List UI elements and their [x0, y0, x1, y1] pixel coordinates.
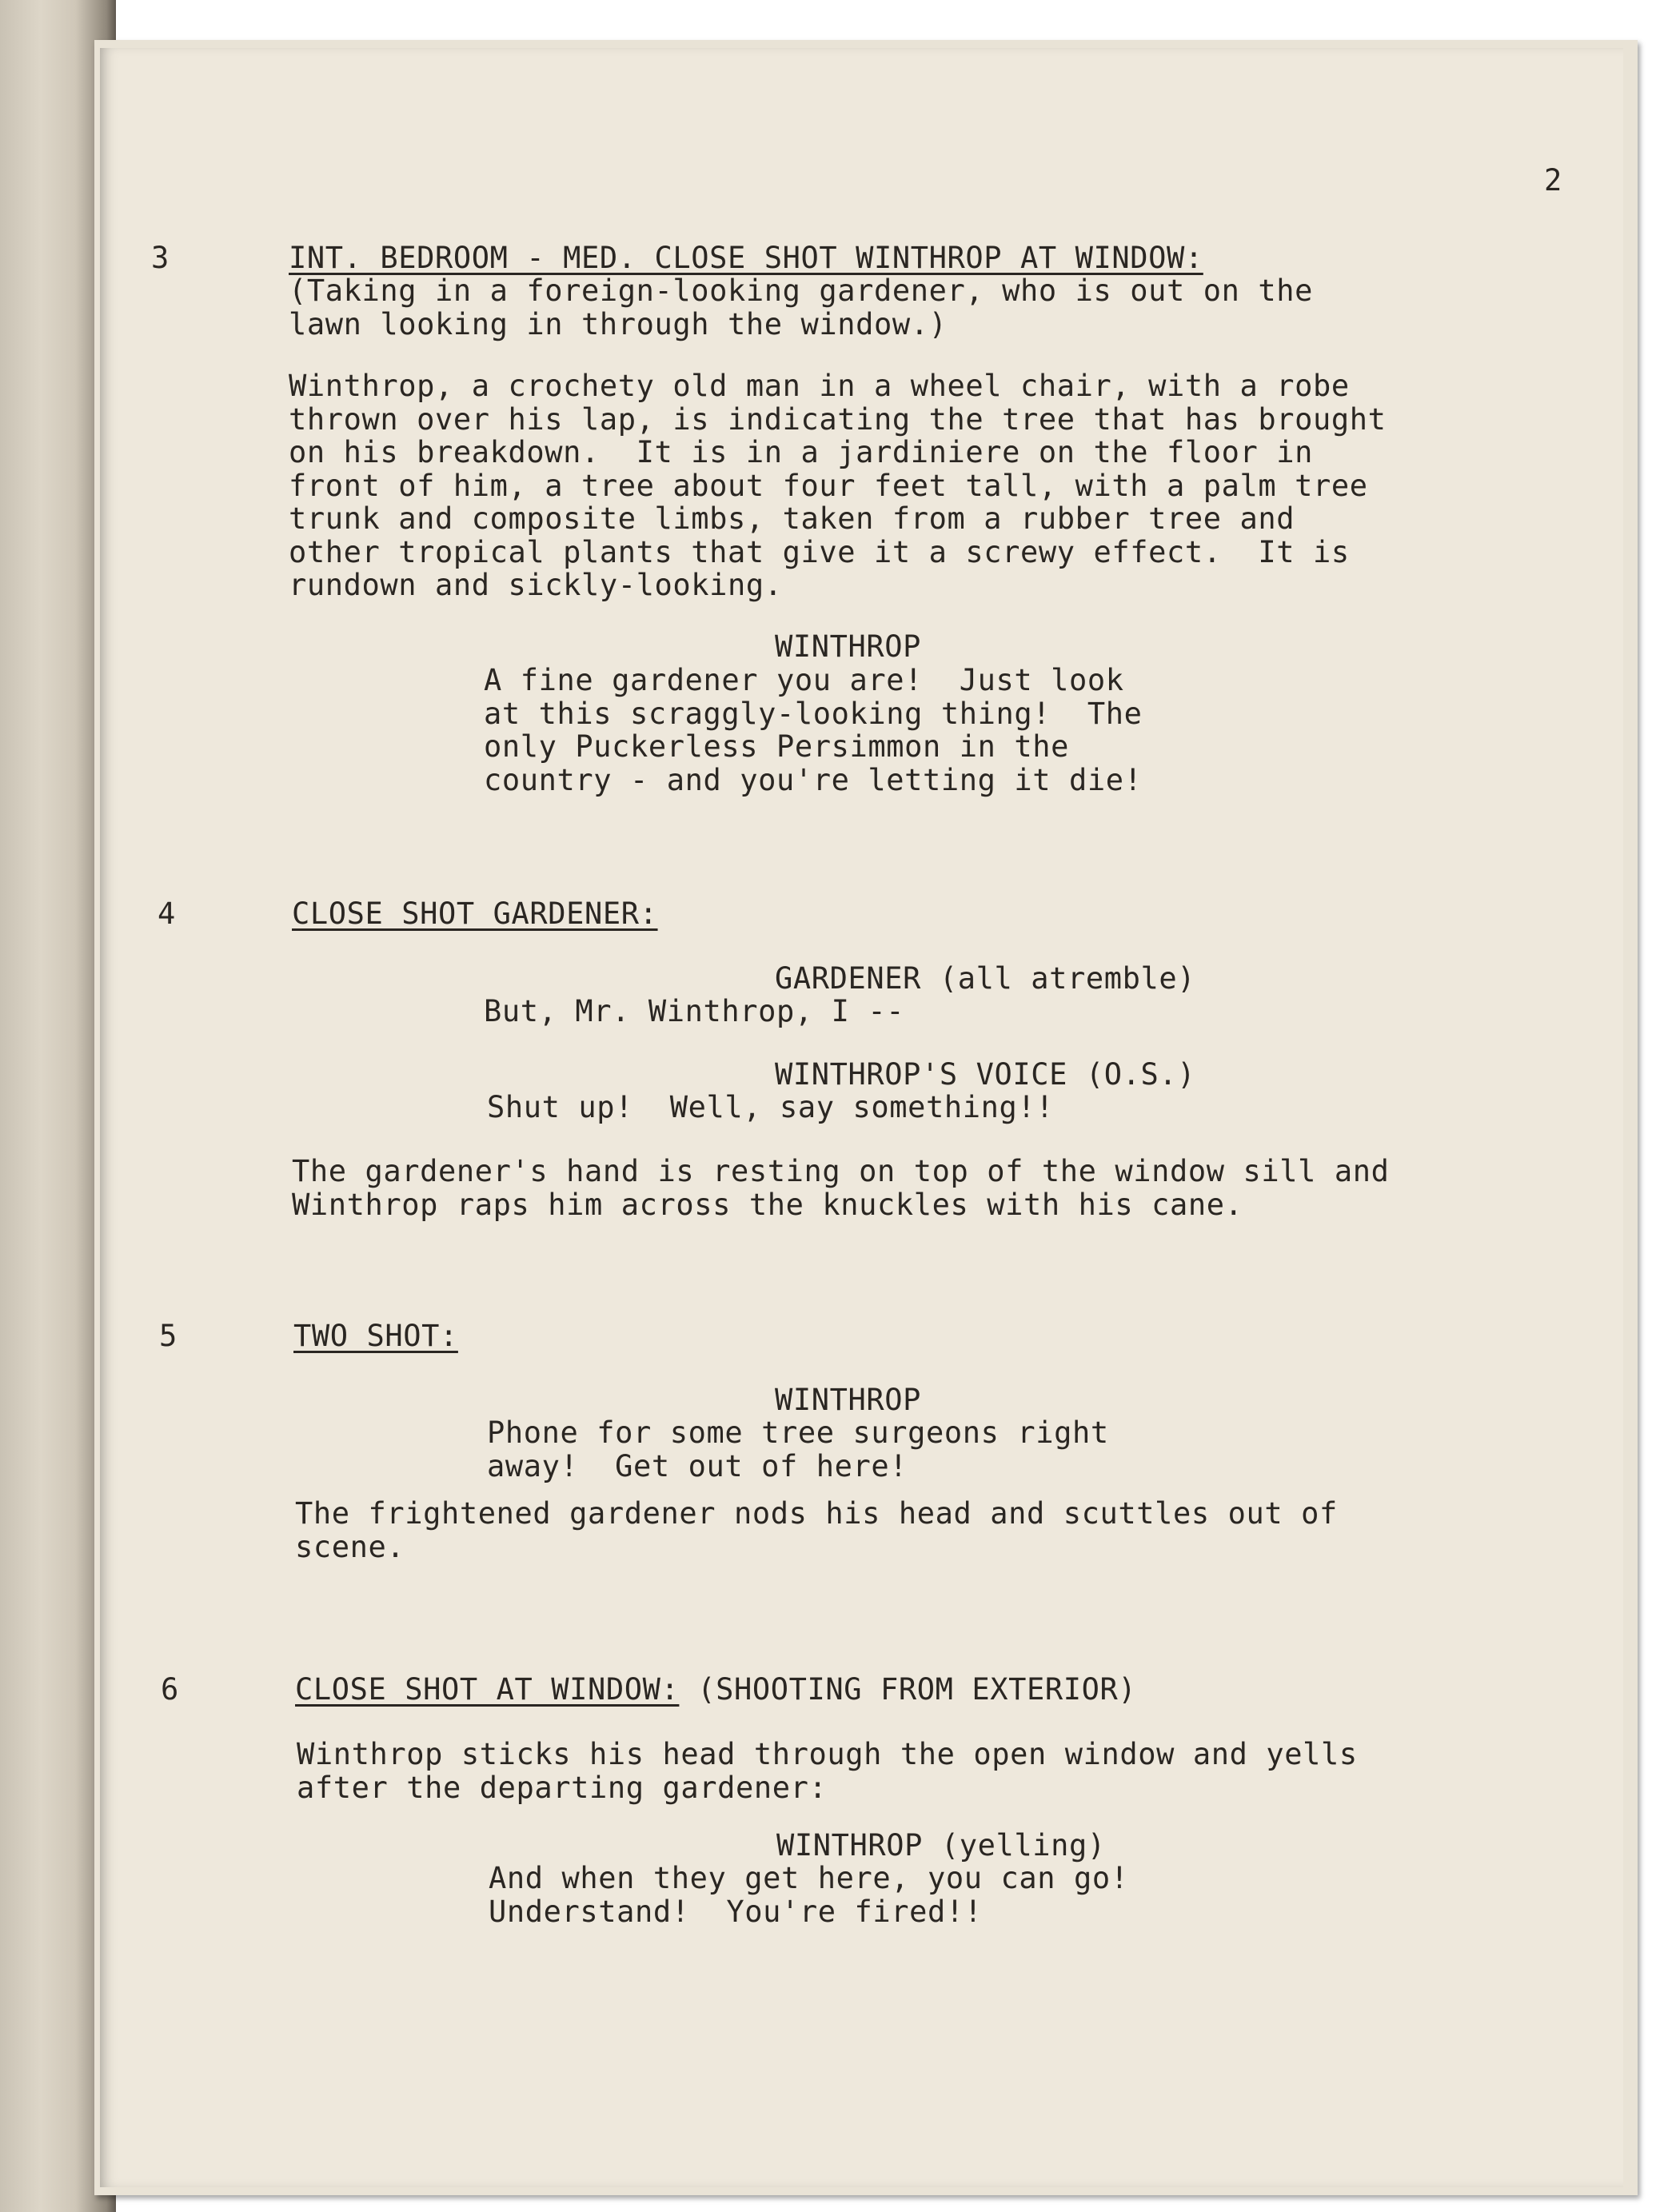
dialogue-block: And when they get here, you can go! Understand! You're fired!!	[489, 1861, 1129, 1929]
character-cue: WINTHROP'S VOICE (O.S.)	[775, 1057, 1196, 1092]
action-paragraph: The frightened gardener nods his head and scuttles out of scene.	[295, 1496, 1338, 1564]
dialogue-block: Phone for some tree surgeons right away! Get out of here!	[487, 1415, 1109, 1483]
scene-heading	[292, 897, 658, 930]
character-cue: WINTHROP	[775, 1383, 922, 1417]
scene-number: 3	[151, 241, 170, 275]
scene-heading-suffix: (SHOOTING FROM EXTERIOR)	[679, 1672, 1137, 1707]
scene-number: 5	[159, 1319, 178, 1353]
action-paragraph: The gardener's hand is resting on top of the window sill and Winthrop raps him across the knuckles with his cane.	[292, 1154, 1390, 1222]
character-cue: WINTHROP	[775, 629, 922, 664]
script-page	[100, 48, 1623, 2187]
scene-heading-text: INT. BEDROOM - MED. CLOSE SHOT WINTHROP AT WINDOW:	[289, 241, 1203, 275]
dialogue-block: A fine gardener you are! Just look at this scraggly-looking thing! The only Puckerless Persimmon in the country - and you're letting it die!	[484, 663, 1143, 797]
scene-heading-text: TWO SHOT:	[293, 1319, 458, 1353]
scene-heading	[295, 1673, 1136, 1706]
dialogue-block: Shut up! Well, say something!!	[487, 1090, 1055, 1124]
scene-heading-text: CLOSE SHOT GARDENER:	[292, 896, 658, 931]
scene-direction: (Taking in a foreign-looking gardener, who is out on the lawn looking in through the window.)	[289, 274, 1314, 341]
action-paragraph: Winthrop sticks his head through the open window and yells after the departing gardener:	[297, 1737, 1358, 1805]
scene-heading	[293, 1320, 458, 1352]
dialogue-block: But, Mr. Winthrop, I --	[484, 994, 905, 1028]
character-cue: GARDENER (all atremble)	[775, 961, 1196, 996]
character-cue: WINTHROP (yelling)	[776, 1828, 1106, 1863]
scene-heading-text: CLOSE SHOT AT WINDOW:	[295, 1672, 680, 1707]
action-paragraph: Winthrop, a crochety old man in a wheel chair, with a robe thrown over his lap, is indicating the tree that has brought on his breakdown. It is in a jardiniere on the floor in front of him, a tree about four feet tall, with a palm tree trunk and composite limbs, taken from a rubber tree and other tropical plants that give it a screwy effect. It is rundown and sickly-looking.	[289, 369, 1387, 602]
scene-number: 4	[158, 896, 176, 931]
scene-number: 6	[161, 1672, 179, 1707]
page-number: 2	[1544, 163, 1562, 198]
scene-heading	[289, 242, 1203, 274]
